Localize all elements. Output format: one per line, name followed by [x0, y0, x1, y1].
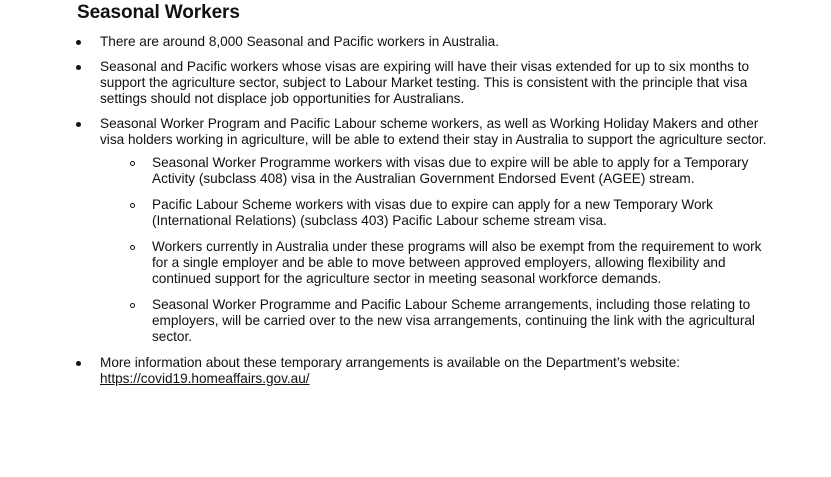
bullet-dot-icon: [76, 361, 81, 366]
section-title: Seasonal Workers: [77, 2, 240, 23]
bullet-dot-icon: [76, 122, 81, 127]
sub-bullet-text: Seasonal Worker Programme and Pacific Labour Scheme arrangements, including those relating to employers, will be carried over to the new visa arrangements, continuing the link with the agricultural sector.: [152, 297, 755, 344]
sub-bullet-text: Seasonal Worker Programme workers with visas due to expire will be able to apply for a Temporary Activity (subclass 408) visa in the Australian Government Endorsed Event (AGEE) stream.: [152, 155, 749, 186]
sub-bullet-text: Workers currently in Australia under these programs will also be exempt from the requirement to work for a single employer and be able to move between approved employers, allowing flexibility and continued support for the agriculture sector in meeting seasonal workforce demands.: [152, 239, 762, 286]
bullet-dot-icon: [76, 65, 81, 70]
bullet-text: Seasonal Worker Program and Pacific Labour scheme workers, as well as Working Holiday Makers and other visa holders working in agriculture, will be able to extend their stay in Australia to support the agriculture sector.: [100, 116, 767, 147]
bullet-item: [73, 116, 773, 345]
bullet-item: [73, 34, 773, 50]
bullet-text: Seasonal and Pacific workers whose visas are expiring will have their visas extended for up to six months to support the agriculture sector, subject to Labour Market testing. This is consistent with the principle that visa settings should not displace job opportunities for Australians.: [100, 59, 750, 106]
bullet-list: [73, 34, 773, 396]
bullet-text: More information about these temporary arrangements is available on the Department’s website:: [100, 355, 681, 370]
bullet-text: There are around 8,000 Seasonal and Pacific workers in Australia.: [100, 34, 499, 49]
hollow-bullet-icon: [130, 303, 135, 308]
sub-bullet-item: [100, 239, 773, 287]
sub-bullet-text: Pacific Labour Scheme workers with visas due to expire can apply for a new Temporary Work (International Relations) (subclass 403) Pacific Labour scheme stream visa.: [152, 197, 713, 228]
bullet-dot-icon: [76, 40, 81, 45]
sub-bullet-item: [100, 155, 773, 187]
bullet-item: [73, 355, 773, 387]
sub-bullet-item: [100, 297, 773, 345]
sub-bullet-list: [100, 155, 773, 345]
sub-bullet-item: [100, 197, 773, 229]
website-link[interactable]: https://covid19.homeaffairs.gov.au/: [100, 371, 310, 386]
hollow-bullet-icon: [130, 203, 135, 208]
hollow-bullet-icon: [130, 245, 135, 250]
bullet-item: [73, 59, 773, 107]
hollow-bullet-icon: [130, 161, 135, 166]
